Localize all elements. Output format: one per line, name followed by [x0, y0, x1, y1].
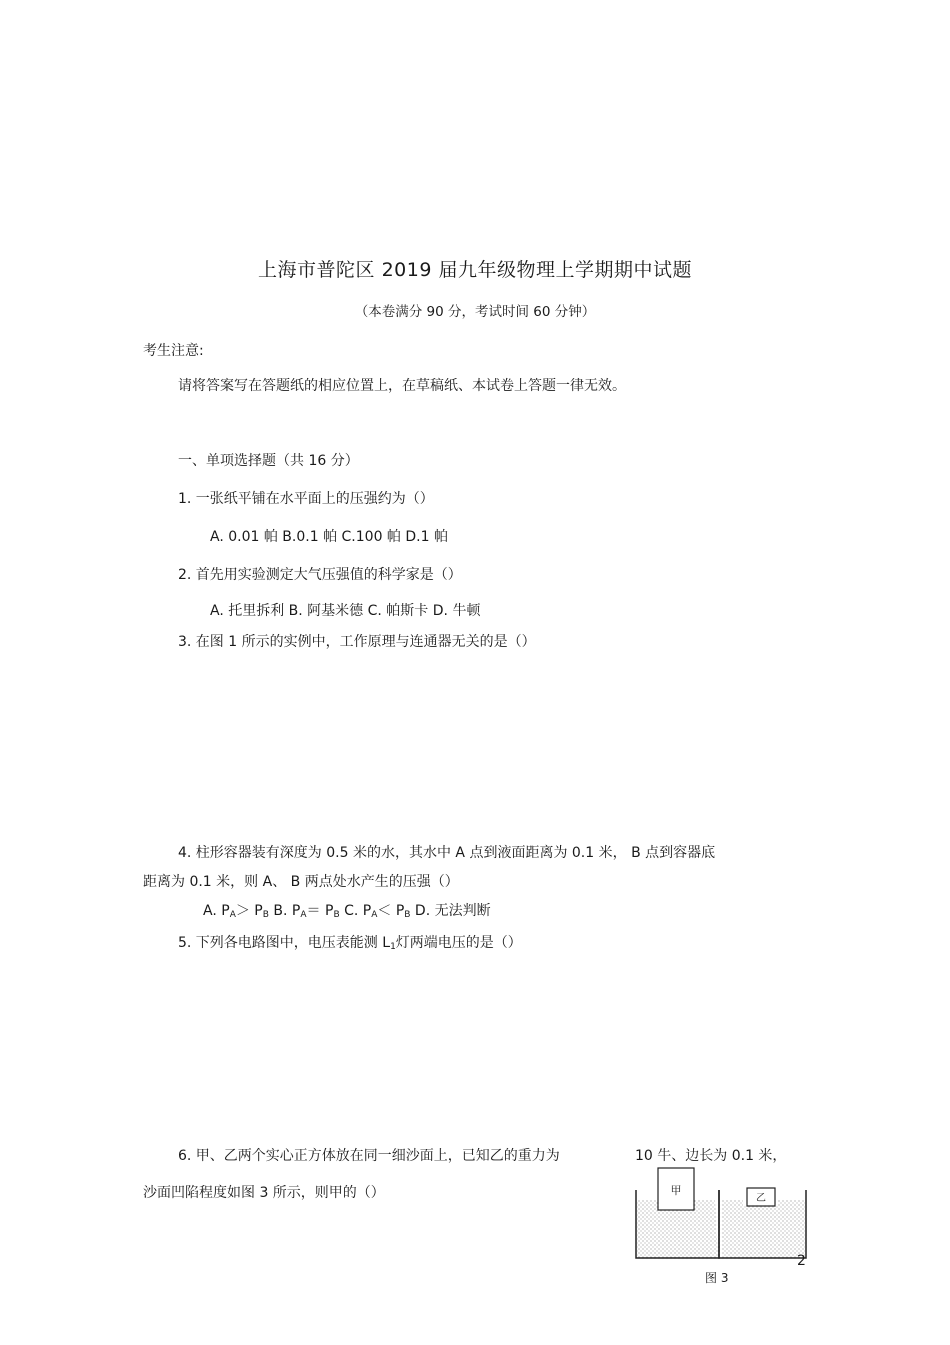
question-2-options: A. 托里拆利 B. 阿基米德 C. 帕斯卡 D. 牛顿 — [210, 603, 481, 619]
option-d: D. 无法判断 — [414, 903, 491, 919]
sand-right — [722, 1200, 805, 1258]
question-6-stem-line-1: 6. 甲、乙两个实心正方体放在同一细沙面上，已知乙的重力为 — [178, 1148, 560, 1164]
question-6-stem-line-2: 沙面凹陷程度如图 3 所示，则甲的（） — [143, 1185, 385, 1201]
option-b: B. $P_A= P_B$ — [273, 903, 340, 920]
question-1-stem: 1. 一张纸平铺在水平面上的压强约为（） — [178, 491, 434, 507]
question-5-stem: 5. 下列各电路图中，电压表能测 $L_1$灯两端电压的是（） — [178, 935, 522, 952]
question-4-options — [203, 900, 491, 920]
notice-text: 请将答案写在答题纸的相应位置上，在草稿纸、本试卷上答题一律无效。 — [178, 378, 626, 394]
question-6-stem-line-1-right: 10 牛、边长为 0.1 米， — [635, 1148, 787, 1164]
block-yi-label: 乙 — [756, 1193, 766, 1204]
figure-3-caption: 图 3 — [705, 1271, 729, 1285]
page-title: 上海市普陀区 2019 届九年级物理上学期期中试题 — [258, 259, 692, 281]
page-number: 2 — [797, 1253, 806, 1269]
option-c: C. $P_A< P_B$ — [344, 903, 411, 920]
figure-3 — [630, 1160, 815, 1264]
sand-containers-diagram — [630, 1160, 815, 1260]
notice-label: 考生注意: — [143, 343, 204, 359]
question-4-stem-line-2: 距离为 0.1 米，则 A、 B 两点处水产生的压强（） — [143, 874, 459, 890]
option-a: A. $P_A> P_B$ — [203, 903, 269, 920]
question-3-stem: 3. 在图 1 所示的实例中，工作原理与连通器无关的是（） — [178, 634, 536, 650]
section-heading: 一、单项选择题（共 16 分） — [178, 453, 359, 469]
question-2-stem: 2. 首先用实验测定大气压强值的科学家是（） — [178, 567, 462, 583]
block-jia-label: 甲 — [670, 1184, 682, 1197]
exam-info: （本卷满分 90 分，考试时间 60 分钟） — [354, 304, 596, 320]
question-1-options: A. 0.01 帕 B.0.1 帕 C.100 帕 D.1 帕 — [210, 529, 448, 545]
question-4-stem-line-1: 4. 柱形容器装有深度为 0.5 米的水，其水中 A 点到液面距离为 0.1 米， B 点到容器底 — [178, 845, 716, 861]
